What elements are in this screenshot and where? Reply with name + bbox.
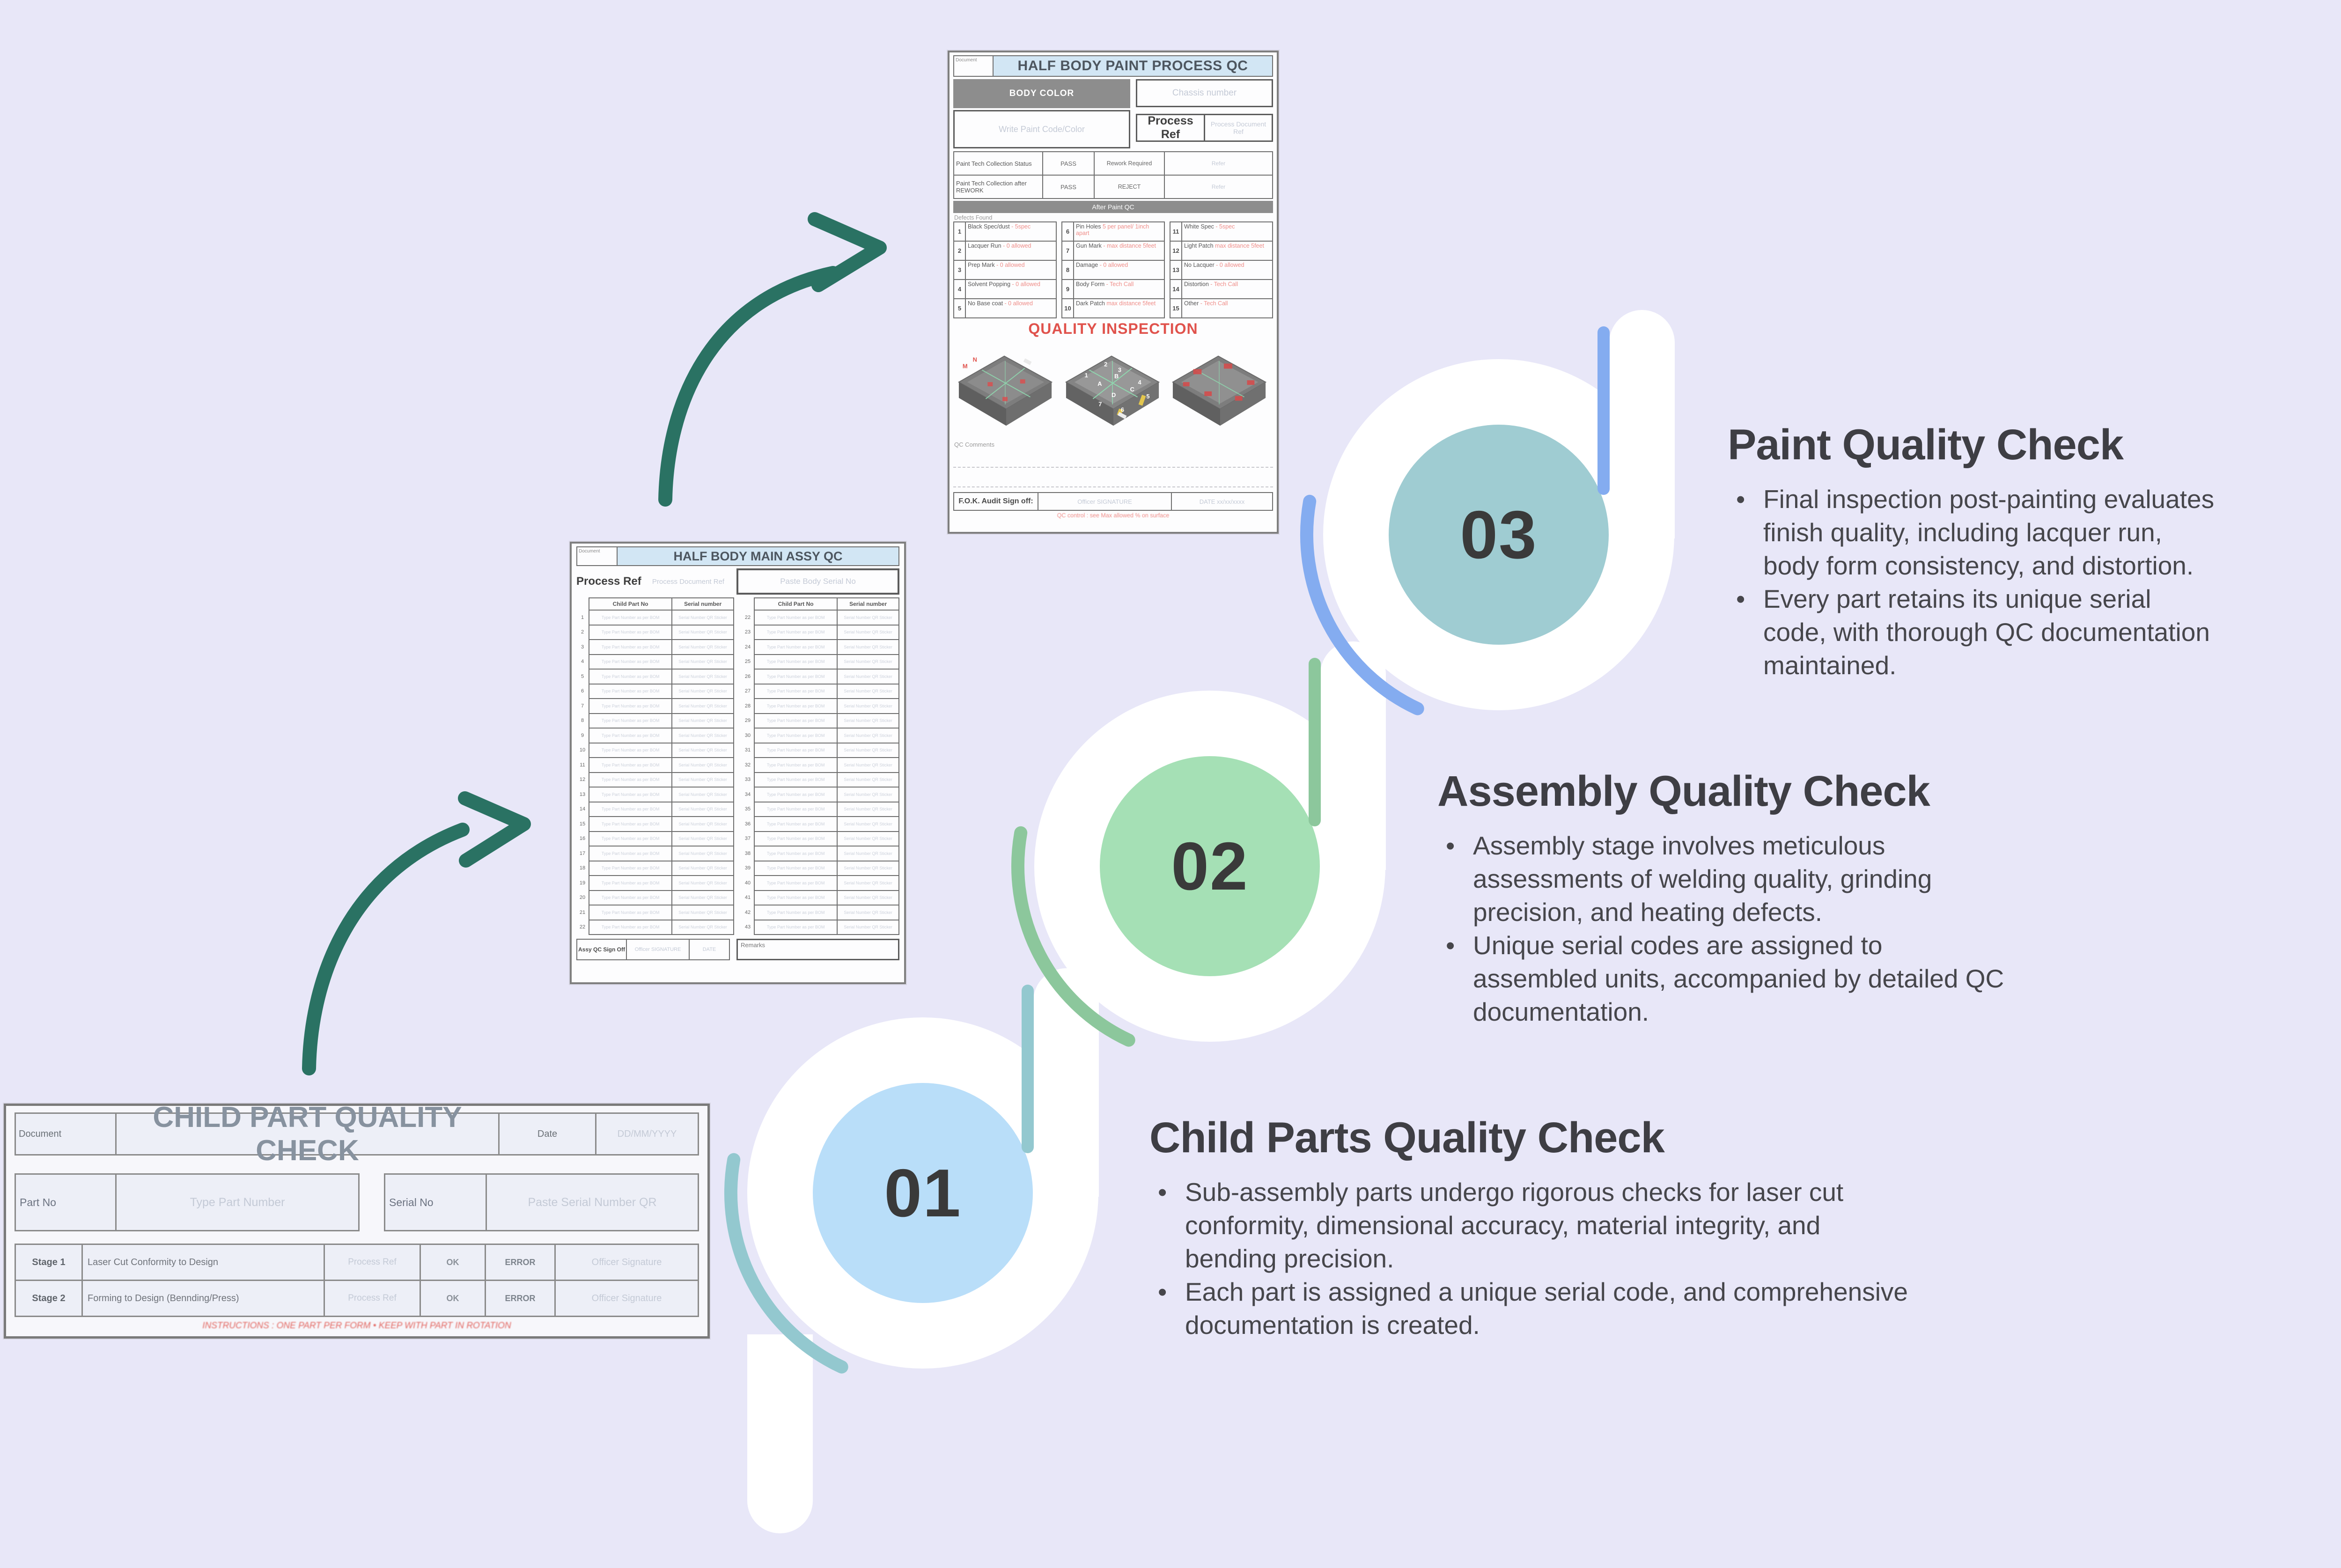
paint-process-ref-field: Process Document Ref: [1204, 114, 1273, 142]
serial-number-cell: Serial Number QR Sticker: [837, 639, 899, 655]
row-number: 19: [579, 880, 586, 886]
paint-form-title: HALF BODY PAINT PROCESS QC: [993, 55, 1273, 77]
part-number-cell: Type Part Number as per BOM: [754, 920, 838, 935]
stage1-label: Stage 1: [15, 1244, 83, 1281]
bullet-item: • Assembly stage involves meticulous assessments of welding quality, grinding precision, and heating defects.: [1437, 829, 2009, 929]
assy-remarks-box: Remarks: [736, 939, 899, 960]
step2-bullets: [1437, 829, 2023, 1029]
paint-document-label: Document: [953, 55, 994, 77]
assy-process-ref-label: Process Ref: [576, 575, 641, 588]
serial-number-cell: Serial Number QR Sticker: [837, 728, 899, 744]
drawing-zone-label: N: [972, 356, 977, 363]
stage1-signature-field: Officer Signature: [554, 1244, 699, 1281]
row-number: 10: [579, 747, 586, 753]
part-number-cell: Type Part Number as per BOM: [754, 684, 838, 699]
part-number-cell: Type Part Number as per BOM: [754, 846, 838, 861]
col-serial-number: Serial number: [671, 597, 734, 611]
part-number-cell: Type Part Number as per BOM: [589, 920, 672, 935]
serial-number-cell: Serial Number QR Sticker: [671, 920, 734, 935]
serial-number-cell: Serial Number QR Sticker: [671, 684, 734, 699]
defect-number: 5: [954, 299, 966, 317]
step3-number: 03: [1460, 496, 1538, 573]
defect-number: 7: [1062, 242, 1074, 260]
serial-number-cell: Serial Number QR Sticker: [671, 890, 734, 906]
defect-number: 9: [1062, 280, 1074, 298]
serial-number-cell: Serial Number QR Sticker: [837, 743, 899, 758]
row-number: 38: [744, 850, 751, 856]
row-number: 31: [744, 747, 751, 753]
stage2-process-ref-field: Process Ref: [324, 1280, 421, 1317]
defects-found-label: Defects Found: [954, 214, 993, 221]
row-number: 12: [579, 777, 586, 783]
col-child-part-no: Child Part No: [754, 597, 838, 611]
row-number: 36: [744, 821, 751, 827]
part-number-cell: Type Part Number as per BOM: [589, 669, 672, 685]
serial-number-cell: Serial Number QR Sticker: [837, 802, 899, 817]
row-number: 23: [744, 629, 751, 635]
part-number-cell: Type Part Number as per BOM: [589, 757, 672, 773]
stage1-error-cell: ERROR: [485, 1244, 556, 1281]
part-number-cell: Type Part Number as per BOM: [754, 802, 838, 817]
serial-number-cell: Serial Number QR Sticker: [837, 684, 899, 699]
row-number: 32: [744, 762, 751, 768]
serial-number-cell: Serial Number QR Sticker: [671, 846, 734, 861]
child-date-label: Date: [498, 1112, 596, 1156]
part-number-cell: Type Part Number as per BOM: [754, 757, 838, 773]
qc-comments-label: QC Comments: [954, 441, 994, 448]
col-child-part-no: Child Part No: [589, 597, 672, 611]
part-number-cell: Type Part Number as per BOM: [754, 743, 838, 758]
paint-officer-signature-field: Officer SIGNATURE: [1038, 492, 1172, 511]
part-number-cell: Type Part Number as per BOM: [589, 684, 672, 699]
part-number-cell: Type Part Number as per BOM: [754, 728, 838, 744]
row-number: 22: [579, 924, 586, 930]
part-no-label: Part No: [15, 1173, 117, 1231]
step1-number: 01: [884, 1155, 962, 1231]
serial-number-cell: Serial Number QR Sticker: [671, 816, 734, 832]
row-number: 11: [580, 762, 585, 768]
part-number-cell: Type Part Number as per BOM: [754, 905, 838, 920]
part-number-cell: Type Part Number as per BOM: [589, 890, 672, 906]
bullet-item: • Unique serial codes are assigned to assembled units, accompanied by detailed QC documentation.: [1437, 929, 2009, 1029]
part-number-cell: Type Part Number as per BOM: [589, 846, 672, 861]
serial-number-cell: Serial Number QR Sticker: [837, 757, 899, 773]
step3-bullets: [1728, 483, 2243, 682]
part-number-cell: Type Part Number as per BOM: [754, 669, 838, 685]
chassis-number-field: Chassis number: [1136, 79, 1273, 107]
part-number-cell: Type Part Number as per BOM: [589, 728, 672, 744]
body-color-band: BODY COLOR: [953, 79, 1130, 108]
fok-audit-signoff-label: F.O.K. Audit Sign off:: [953, 492, 1038, 511]
defect-description: Solvent Popping - 0 allowed: [968, 281, 1040, 287]
part-number-cell: Type Part Number as per BOM: [589, 639, 672, 655]
part-number-cell: Type Part Number as per BOM: [589, 625, 672, 640]
row-number: 8: [581, 718, 584, 724]
serial-number-cell: Serial Number QR Sticker: [671, 831, 734, 847]
part-number-cell: Type Part Number as per BOM: [754, 890, 838, 906]
defect-description: Prep Mark - 0 allowed: [968, 262, 1025, 268]
defect-description: Lacquer Run - 0 allowed: [968, 243, 1031, 249]
serial-number-cell: Serial Number QR Sticker: [671, 625, 734, 640]
step3-heading: Paint Quality Check: [1728, 421, 2124, 469]
serial-number-cell: Serial Number QR Sticker: [671, 610, 734, 626]
drawing-zone-label: C: [1130, 385, 1134, 393]
part-number-cell: Type Part Number as per BOM: [754, 831, 838, 847]
serial-number-cell: Serial Number QR Sticker: [671, 861, 734, 876]
serial-number-cell: Serial Number QR Sticker: [671, 772, 734, 788]
row-number: 6: [581, 688, 584, 694]
row-number: 13: [579, 791, 586, 797]
paint-code-field: Write Paint Code/Color: [953, 110, 1130, 148]
quality-inspection-heading: QUALITY INSPECTION: [1028, 320, 1198, 337]
row-number: 1: [581, 614, 584, 620]
row-number: 29: [744, 718, 751, 724]
row-number: 7: [581, 703, 584, 709]
status2-pass: PASS: [1042, 175, 1095, 199]
after-paint-qc-band: After Paint QC: [953, 201, 1273, 213]
serial-number-cell: Serial Number QR Sticker: [671, 875, 734, 891]
part-number-cell: Type Part Number as per BOM: [589, 861, 672, 876]
serial-number-cell: Serial Number QR Sticker: [837, 816, 899, 832]
part-number-cell: Type Part Number as per BOM: [589, 772, 672, 788]
drawing-zone-label: M: [962, 362, 968, 370]
defect-number: 3: [954, 261, 966, 279]
col-serial-number: Serial number: [837, 597, 899, 611]
part-number-cell: Type Part Number as per BOM: [754, 654, 838, 670]
assy-process-ref-field: Process Document Ref: [652, 577, 725, 586]
row-number: 20: [579, 895, 586, 901]
stage2-description: Forming to Design (Bennding/Press): [81, 1280, 325, 1317]
assy-document-label: Document: [576, 546, 618, 566]
drawing-zone-label: B: [1114, 373, 1119, 380]
row-number: 26: [744, 673, 751, 679]
defect-description: Light Patch max distance 5feet: [1184, 243, 1264, 249]
row-number: 16: [579, 836, 586, 842]
part-number-cell: Type Part Number as per BOM: [754, 861, 838, 876]
serial-number-cell: Serial Number QR Sticker: [837, 875, 899, 891]
defect-number: 4: [954, 280, 966, 298]
row-number: 40: [744, 880, 751, 886]
stage2-label: Stage 2: [15, 1280, 83, 1317]
drawing-zone-label: 5: [1146, 392, 1150, 400]
defect-number: 13: [1170, 261, 1182, 279]
drawing-zone-label: A: [1097, 380, 1102, 388]
child-date-field: DD/MM/YYYY: [595, 1112, 699, 1156]
defect-number: 6: [1062, 222, 1074, 241]
serial-number-cell: Serial Number QR Sticker: [671, 743, 734, 758]
part-number-cell: Type Part Number as per BOM: [589, 875, 672, 891]
row-number: 37: [744, 836, 751, 842]
serial-no-field: Paste Serial Number QR: [486, 1173, 699, 1231]
row-number: 18: [579, 865, 586, 871]
serial-number-cell: Serial Number QR Sticker: [837, 890, 899, 906]
defect-number: 2: [954, 242, 966, 260]
stage1-description: Laser Cut Conformity to Design: [81, 1244, 325, 1281]
assy-signoff-label: Assy QC Sign Off: [576, 939, 627, 960]
serial-number-cell: Serial Number QR Sticker: [671, 639, 734, 655]
defect-description: Dark Patch max distance 5feet: [1076, 300, 1156, 307]
part-number-cell: Type Part Number as per BOM: [754, 639, 838, 655]
status2-mid: REJECT: [1094, 175, 1165, 199]
row-number: 27: [744, 688, 751, 694]
defect-number: 1: [954, 222, 966, 241]
child-document-label: Document: [15, 1112, 117, 1156]
part-number-cell: Type Part Number as per BOM: [754, 787, 838, 802]
step2-text-block: [1437, 767, 2023, 1029]
drawing-zone-label: 6: [1120, 406, 1124, 413]
drawing-zone-label: D: [1111, 391, 1116, 398]
row-number: 3: [581, 644, 584, 650]
serial-number-cell: Serial Number QR Sticker: [671, 728, 734, 744]
defect-description: No Base coat - 0 allowed: [968, 300, 1033, 307]
part-number-cell: Type Part Number as per BOM: [589, 787, 672, 802]
status1-pass: PASS: [1042, 151, 1095, 176]
serial-number-cell: Serial Number QR Sticker: [671, 654, 734, 670]
serial-number-cell: Serial Number QR Sticker: [837, 610, 899, 626]
row-number: 33: [744, 777, 751, 783]
row-number: 4: [581, 659, 584, 665]
row-number: 28: [744, 703, 751, 709]
row-number: 34: [744, 791, 751, 797]
drawing-zone-label: 3: [1118, 366, 1121, 374]
step1-bullets: [1149, 1176, 1945, 1342]
serial-number-cell: Serial Number QR Sticker: [837, 713, 899, 729]
row-number: 39: [744, 865, 751, 871]
defect-number: 12: [1170, 242, 1182, 260]
status2-right: Refer: [1164, 175, 1273, 199]
row-number: 30: [744, 732, 751, 738]
part-number-cell: Type Part Number as per BOM: [589, 654, 672, 670]
defect-description: Black Spec/dust - 5spec: [968, 223, 1031, 230]
stage1-process-ref-field: Process Ref: [324, 1244, 421, 1281]
serial-number-cell: Serial Number QR Sticker: [671, 905, 734, 920]
defect-description: No Lacquer - 0 allowed: [1184, 262, 1244, 268]
defect-number: 8: [1062, 261, 1074, 279]
step2-heading: Assembly Quality Check: [1437, 767, 1930, 815]
part-number-cell: Type Part Number as per BOM: [589, 905, 672, 920]
serial-number-cell: Serial Number QR Sticker: [837, 861, 899, 876]
part-no-field: Type Part Number: [115, 1173, 360, 1231]
drawing-zone-label: 1: [1084, 372, 1088, 379]
step2-number: 02: [1171, 828, 1249, 904]
stage2-ok-cell: OK: [420, 1280, 486, 1317]
defect-description: Distortion - Tech Call: [1184, 281, 1238, 287]
serial-number-cell: Serial Number QR Sticker: [837, 831, 899, 847]
defect-description: Gun Mark - max distance 5feet: [1076, 243, 1156, 249]
bullet-item: • Every part retains its unique serial code, with thorough QC documentation maintained.: [1728, 582, 2215, 682]
defect-number: 14: [1170, 280, 1182, 298]
defect-description: Pin Holes 5 per panel/ 1inch apart: [1076, 223, 1149, 236]
serial-number-cell: Serial Number QR Sticker: [837, 846, 899, 861]
row-number: 24: [744, 644, 751, 650]
part-number-cell: Type Part Number as per BOM: [754, 816, 838, 832]
row-number: 15: [579, 821, 586, 827]
part-number-cell: Type Part Number as per BOM: [754, 698, 838, 714]
bullet-item: • Each part is assigned a unique serial code, and comprehensive documentation is created.: [1149, 1275, 1915, 1342]
row-number: 21: [579, 909, 586, 915]
child-form-title: CHILD PART QUALITY CHECK: [115, 1112, 500, 1156]
row-number: 41: [744, 895, 751, 901]
part-number-cell: Type Part Number as per BOM: [589, 831, 672, 847]
stage2-error-cell: ERROR: [485, 1280, 556, 1317]
part-number-cell: Type Part Number as per BOM: [754, 625, 838, 640]
part-number-cell: Type Part Number as per BOM: [754, 713, 838, 729]
defect-description: Other - Tech Call: [1184, 300, 1228, 307]
paint-date-field: DATE xx/xx/xxxx: [1171, 492, 1273, 511]
defect-number: 15: [1170, 299, 1182, 317]
part-number-cell: Type Part Number as per BOM: [589, 743, 672, 758]
assy-date-field: DATE: [689, 939, 730, 960]
part-number-cell: Type Part Number as per BOM: [589, 698, 672, 714]
serial-number-cell: Serial Number QR Sticker: [671, 713, 734, 729]
part-number-cell: Type Part Number as per BOM: [754, 610, 838, 626]
drawing-zone-label: 4: [1138, 379, 1141, 386]
part-number-cell: Type Part Number as per BOM: [589, 610, 672, 626]
part-number-cell: Type Part Number as per BOM: [754, 772, 838, 788]
serial-number-cell: Serial Number QR Sticker: [837, 772, 899, 788]
paint-form-footnote: QC control : see Max allowed % on surface: [1057, 512, 1170, 519]
defect-number: 10: [1062, 299, 1074, 317]
serial-number-cell: Serial Number QR Sticker: [837, 787, 899, 802]
row-number: 5: [581, 673, 584, 679]
part-number-cell: Type Part Number as per BOM: [589, 816, 672, 832]
serial-number-cell: Serial Number QR Sticker: [671, 757, 734, 773]
assy-form-title: HALF BODY MAIN ASSY QC: [617, 546, 899, 566]
stage1-ok-cell: OK: [420, 1244, 486, 1281]
serial-number-cell: Serial Number QR Sticker: [837, 698, 899, 714]
drawing-zone-label: 2: [1104, 361, 1107, 368]
step3-text-block: [1728, 420, 2243, 682]
part-number-cell: Type Part Number as per BOM: [754, 875, 838, 891]
paint-process-ref-label: Process Ref: [1136, 114, 1205, 142]
serial-number-cell: Serial Number QR Sticker: [837, 905, 899, 920]
serial-number-cell: Serial Number QR Sticker: [671, 787, 734, 802]
step1-text-block: [1149, 1113, 1945, 1342]
defect-description: Body Form - Tech Call: [1076, 281, 1134, 287]
stage2-signature-field: Officer Signature: [554, 1280, 699, 1317]
row-number: 25: [744, 659, 751, 665]
status1-mid: Rework Required: [1094, 151, 1165, 176]
status2-label: Paint Tech Collection after REWORK: [953, 175, 1043, 199]
row-number: 22: [744, 614, 751, 620]
drawing-zone-label: 7: [1098, 400, 1102, 408]
defect-number: 11: [1170, 222, 1182, 241]
serial-number-cell: Serial Number QR Sticker: [837, 669, 899, 685]
defect-description: Damage - 0 allowed: [1076, 262, 1128, 268]
serial-number-cell: Serial Number QR Sticker: [837, 920, 899, 935]
body-serial-field: Paste Body Serial No: [736, 568, 899, 595]
part-number-cell: Type Part Number as per BOM: [589, 713, 672, 729]
serial-no-label: Serial No: [384, 1173, 487, 1231]
curved-arrow-to-paint-form: [665, 219, 880, 500]
bullet-item: • Final inspection post-painting evaluates finish quality, including lacquer run, body form consistency, and distortion.: [1728, 483, 2215, 582]
row-number: 43: [744, 924, 751, 930]
assy-officer-signature-field: Officer SIGNATURE: [626, 939, 690, 960]
status1-right: Refer: [1164, 151, 1273, 176]
row-number: 17: [579, 850, 586, 856]
curved-arrow-to-assembly-form: [309, 798, 524, 1068]
serial-number-cell: Serial Number QR Sticker: [671, 698, 734, 714]
row-number: 2: [581, 629, 584, 635]
part-number-cell: Type Part Number as per BOM: [589, 802, 672, 817]
row-number: 42: [744, 909, 751, 915]
serial-number-cell: Serial Number QR Sticker: [671, 802, 734, 817]
bullet-item: • Sub-assembly parts undergo rigorous checks for laser cut conformity, dimensional accuracy, material integrity, and bending precision.: [1149, 1176, 1915, 1275]
row-number: 35: [744, 806, 751, 812]
serial-number-cell: Serial Number QR Sticker: [837, 625, 899, 640]
row-number: 14: [579, 806, 586, 812]
defect-description: White Spec - 5spec: [1184, 223, 1235, 230]
child-form-instructions-note: INSTRUCTIONS : ONE PART PER FORM • KEEP WITH PART IN ROTATION: [202, 1321, 511, 1331]
status1-label: Paint Tech Collection Status: [953, 151, 1043, 176]
serial-number-cell: Serial Number QR Sticker: [671, 669, 734, 685]
step1-heading: Child Parts Quality Check: [1149, 1114, 1664, 1162]
row-number: 9: [581, 732, 584, 738]
serial-number-cell: Serial Number QR Sticker: [837, 654, 899, 670]
